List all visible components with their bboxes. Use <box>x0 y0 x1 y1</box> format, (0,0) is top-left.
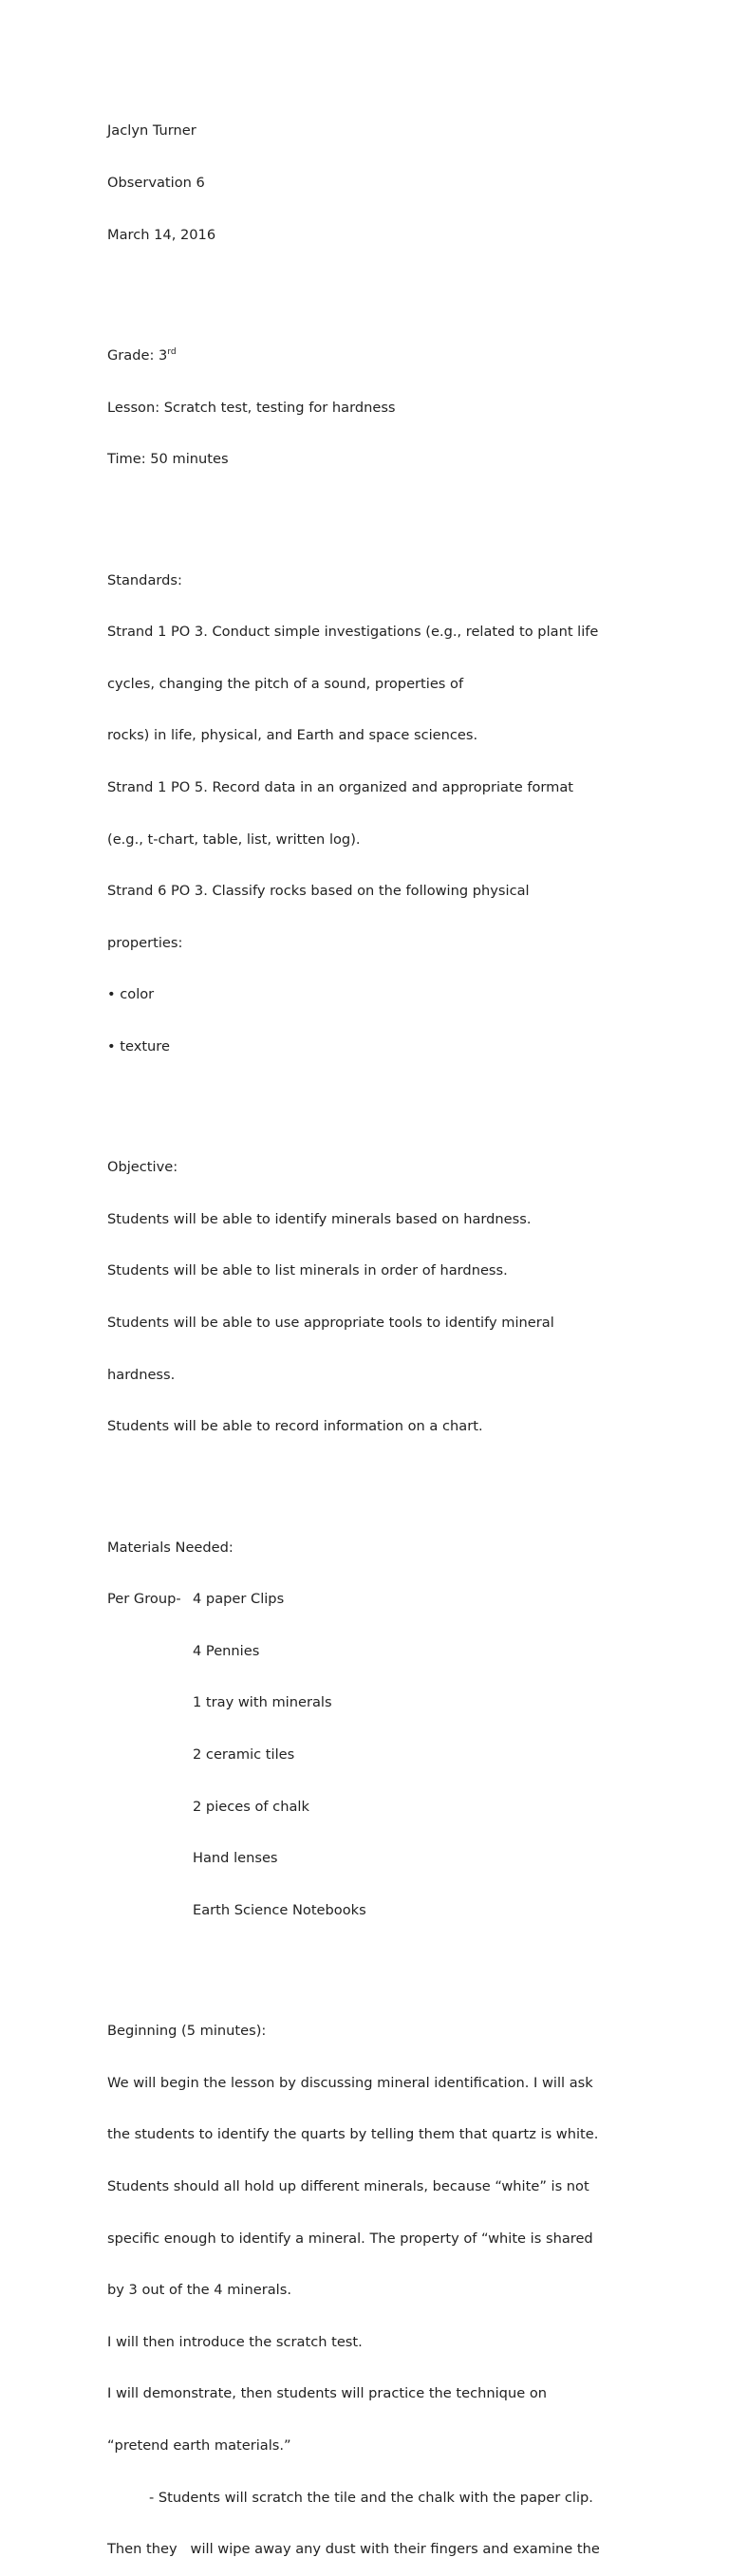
grade-text: Grade: 3 <box>107 346 168 364</box>
beginning-indented-line <box>107 2490 672 2507</box>
materials-group-label: Per Group- <box>107 1591 181 1608</box>
materials-item-row <box>107 1902 672 1919</box>
standards-line: cycles, changing the pitch of a sound, properties of <box>107 675 464 692</box>
document-date: March 14, 2016 <box>107 226 216 243</box>
grade-line <box>107 347 672 364</box>
beginning-line: Students should all hold up different minerals, because “white” is not <box>107 2177 589 2194</box>
objective-heading: Objective: <box>107 1159 178 1176</box>
objective-line: Students will be able to record information on a chart. <box>107 1418 483 1435</box>
standards-heading: Standards: <box>107 571 182 588</box>
beginning-line: the students to identify the quarts by telling them that quartz is white. <box>107 2126 599 2143</box>
standards-line: Strand 6 PO 3. Classify rocks based on the following physical <box>107 883 530 900</box>
objective-line: Students will be able to list minerals in order of hardness. <box>107 1262 508 1279</box>
materials-item: Earth Science Notebooks <box>193 1901 366 1918</box>
materials-item: 4 paper Clips <box>193 1591 285 1608</box>
objective-line: hardness. <box>107 1366 176 1383</box>
beginning-line: specific enough to identify a mineral. The property of “white is shared <box>107 2230 593 2247</box>
standards-line: Strand 1 PO 3. Conduct simple investigations (e.g., related to plant life <box>107 624 599 641</box>
time-line: Time: 50 minutes <box>107 451 229 468</box>
materials-item-row <box>107 1694 672 1711</box>
materials-item: 2 ceramic tiles <box>193 1746 295 1764</box>
standards-line: rocks) in life, physical, and Earth and space sciences. <box>107 727 478 744</box>
standards-bullet: • texture <box>107 1037 170 1055</box>
grade-superscript: rd <box>167 346 177 357</box>
materials-item: Hand lenses <box>193 1850 278 1867</box>
objective-line: Students will be able to identify minerals based on hardness. <box>107 1210 532 1227</box>
beginning-line: by 3 out of the 4 minerals. <box>107 2282 291 2299</box>
materials-item: 1 tray with minerals <box>193 1694 332 1711</box>
beginning-line: “pretend earth materials.” <box>107 2436 291 2454</box>
lesson-line: Lesson: Scratch test, testing for hardness <box>107 399 396 416</box>
beginning-heading: Beginning (5 minutes): <box>107 2023 267 2040</box>
materials-item-row <box>107 1799 672 1816</box>
materials-heading: Materials Needed: <box>107 1539 234 1556</box>
standards-bullet: • color <box>107 986 155 1003</box>
materials-item: 2 pieces of chalk <box>193 1798 309 1815</box>
beginning-line: I will then introduce the scratch test. <box>107 2333 363 2350</box>
beginning-line: Then they will wipe away any dust with their fingers and examine the <box>107 2541 600 2558</box>
materials-item-row <box>107 1591 672 1608</box>
standards-line: (e.g., t-chart, table, list, written log). <box>107 831 361 848</box>
materials-item-row <box>107 1850 672 1867</box>
observation-number: Observation 6 <box>107 175 205 191</box>
beginning-step: - Students will scratch the tile and the chalk with the paper clip. <box>149 2489 593 2506</box>
beginning-line: I will demonstrate, then students will practice the technique on <box>107 2385 547 2402</box>
beginning-line: We will begin the lesson by discussing mineral identification. I will ask <box>107 2074 593 2091</box>
materials-item-row <box>107 1643 672 1660</box>
materials-item-row <box>107 1746 672 1764</box>
standards-line: Strand 1 PO 5. Record data in an organized and appropriate format <box>107 778 574 795</box>
objective-line: Students will be able to use appropriate tools to identify mineral <box>107 1315 554 1332</box>
materials-item: 4 Pennies <box>193 1642 260 1659</box>
author-name: Jaclyn Turner <box>107 122 196 140</box>
standards-line: properties: <box>107 934 183 951</box>
